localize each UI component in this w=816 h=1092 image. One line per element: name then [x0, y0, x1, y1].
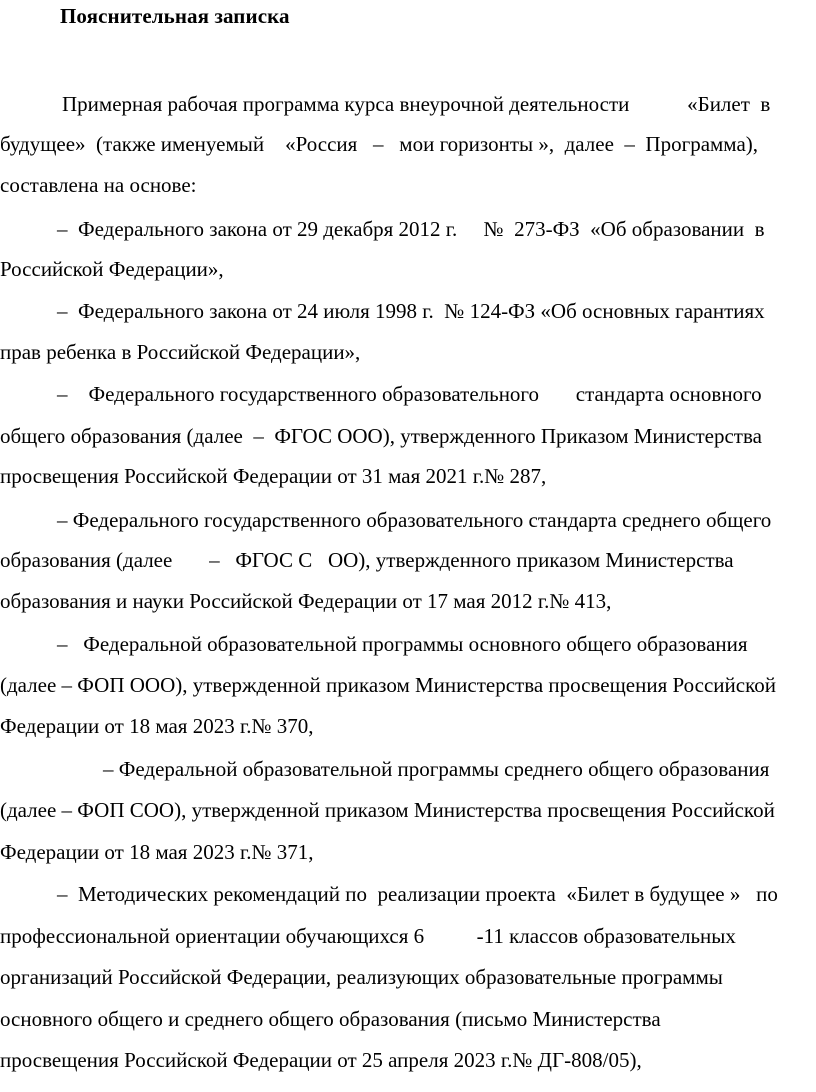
- text-line: Российской Федерации»,: [0, 257, 224, 281]
- text-line: образования и науки Российской Федерации от 17 мая 2012 г.№ 413,: [0, 589, 612, 613]
- text-line: образования (далее – ФГОС С ОО), утвержденного приказом Министерства: [0, 548, 734, 572]
- text-line: Федерации от 18 мая 2023 г.№ 371,: [0, 840, 314, 864]
- text-line: – Федерального закона от 24 июля 1998 г. № 124-ФЗ «Об основных гарантиях: [57, 299, 765, 323]
- text-line: (далее – ФОП СОО), утвержденной приказом Министерства просвещения Российской: [0, 798, 775, 822]
- text-line: прав ребенка в Российской Федерации»,: [0, 340, 361, 364]
- text-line: будущее» (также именуемый «Россия – мои горизонты », далее – Программа),: [0, 132, 759, 156]
- text-line: просвещения Российской Федерации от 25 апреля 2023 г.№ ДГ-808/05),: [0, 1048, 642, 1072]
- text-line: организаций Российской Федерации, реализующих образовательные программы: [0, 965, 723, 989]
- text-line: – Федерального закона от 29 декабря 2012 г. № 273-ФЗ «Об образовании в: [57, 217, 765, 241]
- text-line: Федерации от 18 мая 2023 г.№ 370,: [0, 714, 314, 738]
- text-line: общего образования (далее – ФГОС ООО), утвержденного Приказом Министерства: [0, 424, 762, 448]
- text-line: – Федеральной образовательной программы основного общего образования: [57, 632, 748, 656]
- text-line: – Методических рекомендаций по реализации проекта «Билет в будущее » по: [57, 882, 778, 906]
- text-line: профессиональной ориентации обучающихся 6 -11 классов образовательных: [0, 924, 736, 948]
- text-line: составлена на основе:: [0, 173, 197, 197]
- text-line: просвещения Российской Федерации от 31 мая 2021 г.№ 287,: [0, 464, 547, 488]
- document-title: Пояснительная записка: [60, 4, 290, 28]
- text-line: – Федерального государственного образовательного стандарта среднего общего: [57, 508, 772, 532]
- text-line: (далее – ФОП ООО), утвержденной приказом Министерства просвещения Российской: [0, 673, 776, 697]
- text-line: – Федерального государственного образовательного стандарта основного: [57, 382, 762, 406]
- text-line: – Федеральной образовательной программы среднего общего образования: [103, 757, 770, 781]
- text-line: Примерная рабочая программа курса внеурочной деятельности «Билет в: [62, 92, 771, 116]
- text-line: основного общего и среднего общего образования (письмо Министерства: [0, 1007, 661, 1031]
